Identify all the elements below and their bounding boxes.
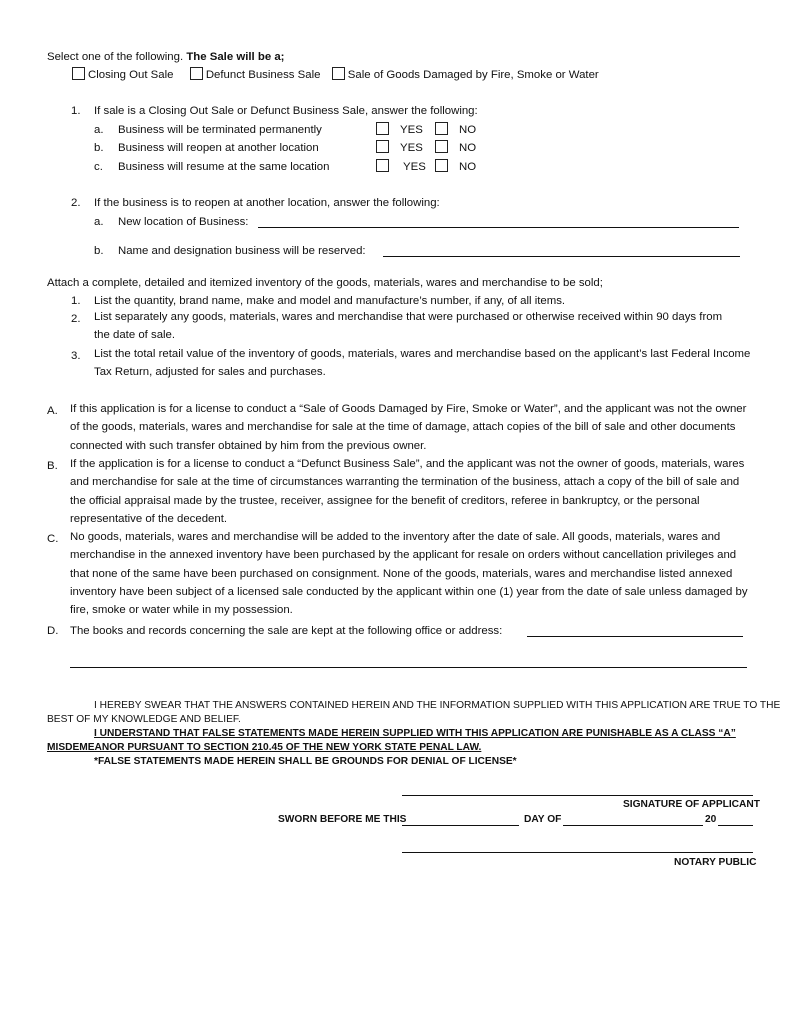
q1b-text: Business will reopen at another location (118, 142, 319, 154)
option-defunct-business[interactable]: Defunct Business Sale (190, 69, 321, 81)
sale-type-prompt-bold: The Sale will be a; (186, 51, 285, 63)
q2a-letter: a. (94, 216, 104, 228)
inventory-intro: Attach a complete, detailed and itemized inventory of the goods, materials, wares and merchandise to be sold; (47, 277, 603, 289)
q1a-no-checkbox[interactable] (435, 122, 448, 135)
applicant-signature-label: SIGNATURE OF APPLICANT (623, 799, 760, 810)
inventory-item-2-num: 2. (71, 313, 81, 325)
penalty-warning-line-2: MISDEMEANOR PURSUANT TO SECTION 210.45 OF THE NEW YORK STATE PENAL LAW. (47, 742, 482, 753)
condition-c-text: No goods, materials, wares and merchandise will be added to the inventory after the date of sale. All goods, materials, wares and merchandise in the annexed inventory have been purchased by the applicant for resale on orders without cancellation privileges and that none of the same have been purchased on consignment. None of the goods, materials, wares and merchandise listed annexed inventory have been subject of a licensed sale conducted by the applicant within one (1) year from the date of sale unless damaged by fire, smoke or water while in my possession. (70, 531, 748, 617)
q1c-yes-label: YES (403, 161, 426, 173)
q2b-letter: b. (94, 245, 104, 257)
condition-b-letter: B. (47, 460, 58, 472)
q1b-no-checkbox[interactable] (435, 140, 448, 153)
condition-b-text: If the application is for a license to conduct a “Defunct Business Sale”, and the applicant was not the owner of goods, materials, wares and merchandise for sale at the time of circumstances warranting the termination of the business, attach a copy of the bill of sale and the official appraisal made by the trustee, receiver, assignee for the benefit of creditors, referee in bankruptcy, or the personal representative of the decedent. (70, 458, 745, 525)
sworn-month-field[interactable] (563, 825, 703, 826)
q1b-yes-label: YES (400, 142, 423, 154)
year-prefix: 20 (705, 814, 717, 825)
q1a-letter: a. (94, 124, 104, 136)
option-damaged-goods[interactable]: Sale of Goods Damaged by Fire, Smoke or Water (332, 69, 599, 81)
inventory-item-3-num: 3. (71, 350, 81, 362)
closing-out-checkbox[interactable] (72, 67, 85, 80)
q1a-text: Business will be terminated permanently (118, 124, 322, 136)
sale-type-options (72, 67, 599, 82)
damaged-goods-checkbox[interactable] (332, 67, 345, 80)
sale-type-prompt: Select one of the following. The Sale will be a; (47, 51, 285, 63)
q1c-yes-checkbox[interactable] (376, 159, 389, 172)
q1b-no-label: NO (459, 142, 477, 154)
sworn-day-field[interactable] (402, 825, 519, 826)
oath-line-2: BEST OF MY KNOWLEDGE AND BELIEF. (47, 714, 241, 725)
defunct-business-checkbox[interactable] (190, 67, 203, 80)
q1c-no-label: NO (459, 161, 477, 173)
sworn-before-label: SWORN BEFORE ME THIS (278, 814, 407, 825)
penalty-warning-line-1: I UNDERSTAND THAT FALSE STATEMENTS MADE HEREIN SUPPLIED WITH THIS APPLICATION ARE PUNISHABLE AS A CLASS “A” (94, 728, 736, 739)
q2-number: 2. (71, 197, 81, 209)
inventory-item-1-text: List the quantity, brand name, make and model and manufacture’s number, if any, of all items. (94, 295, 566, 307)
inventory-item-3-text: List the total retail value of the inventory of goods, materials, wares and merchandise based on the applicant’s last Federal Income Tax Return, adjusted for sales and purchases. (94, 348, 751, 379)
option-closing-out[interactable]: Closing Out Sale (72, 69, 173, 81)
inventory-item-2-text: List separately any goods, materials, wares and merchandise that were purchased or otherwise received within 90 days from the date of sale. (94, 311, 723, 342)
oath-line-1: I HEREBY SWEAR THAT THE ANSWERS CONTAINED HEREIN AND THE INFORMATION SUPPLIED WITH THIS APPLICATION ARE TRUE TO THE (94, 700, 781, 711)
applicant-signature-field[interactable] (402, 795, 753, 796)
q1-number: 1. (71, 105, 81, 117)
condition-d-text: The books and records concerning the sale are kept at the following office or address: (70, 625, 503, 637)
condition-a-letter: A. (47, 405, 58, 417)
condition-a-text: If this application is for a license to conduct a “Sale of Goods Damaged by Fire, Smoke or Water”, and the applicant was not the owner of the goods, materials, wares and merchandise for sale at the time of damage, attach copies of the bill of sale and other documents connected with such transfer obtained by him from the previous owner. (70, 403, 747, 452)
q1c-text: Business will resume at the same location (118, 161, 330, 173)
condition-d-letter: D. (47, 625, 59, 637)
q1a-yes-label: YES (400, 124, 423, 136)
books-address-field-line-2[interactable] (70, 667, 747, 668)
denial-warning: *FALSE STATEMENTS MADE HEREIN SHALL BE GROUNDS FOR DENIAL OF LICENSE* (94, 756, 517, 767)
new-location-field[interactable] (258, 227, 739, 228)
reserved-name-field[interactable] (383, 256, 740, 257)
q1a-yes-checkbox[interactable] (376, 122, 389, 135)
books-address-field[interactable] (527, 636, 743, 637)
sworn-year-field[interactable] (718, 825, 753, 826)
q1a-no-label: NO (459, 124, 477, 136)
q1-text: If sale is a Closing Out Sale or Defunct Business Sale, answer the following: (94, 105, 478, 117)
q1b-letter: b. (94, 142, 104, 154)
q2b-label: Name and designation business will be reserved: (118, 245, 366, 257)
notary-signature-field[interactable] (402, 852, 753, 853)
inventory-item-1-num: 1. (71, 295, 81, 307)
q1b-yes-checkbox[interactable] (376, 140, 389, 153)
q1c-no-checkbox[interactable] (435, 159, 448, 172)
notary-public-label: NOTARY PUBLIC (674, 857, 757, 868)
condition-c-letter: C. (47, 533, 59, 545)
day-of-label: DAY OF (524, 814, 562, 825)
q2-text: If the business is to reopen at another location, answer the following: (94, 197, 440, 209)
q2a-label: New location of Business: (118, 216, 249, 228)
q1c-letter: c. (94, 161, 103, 173)
